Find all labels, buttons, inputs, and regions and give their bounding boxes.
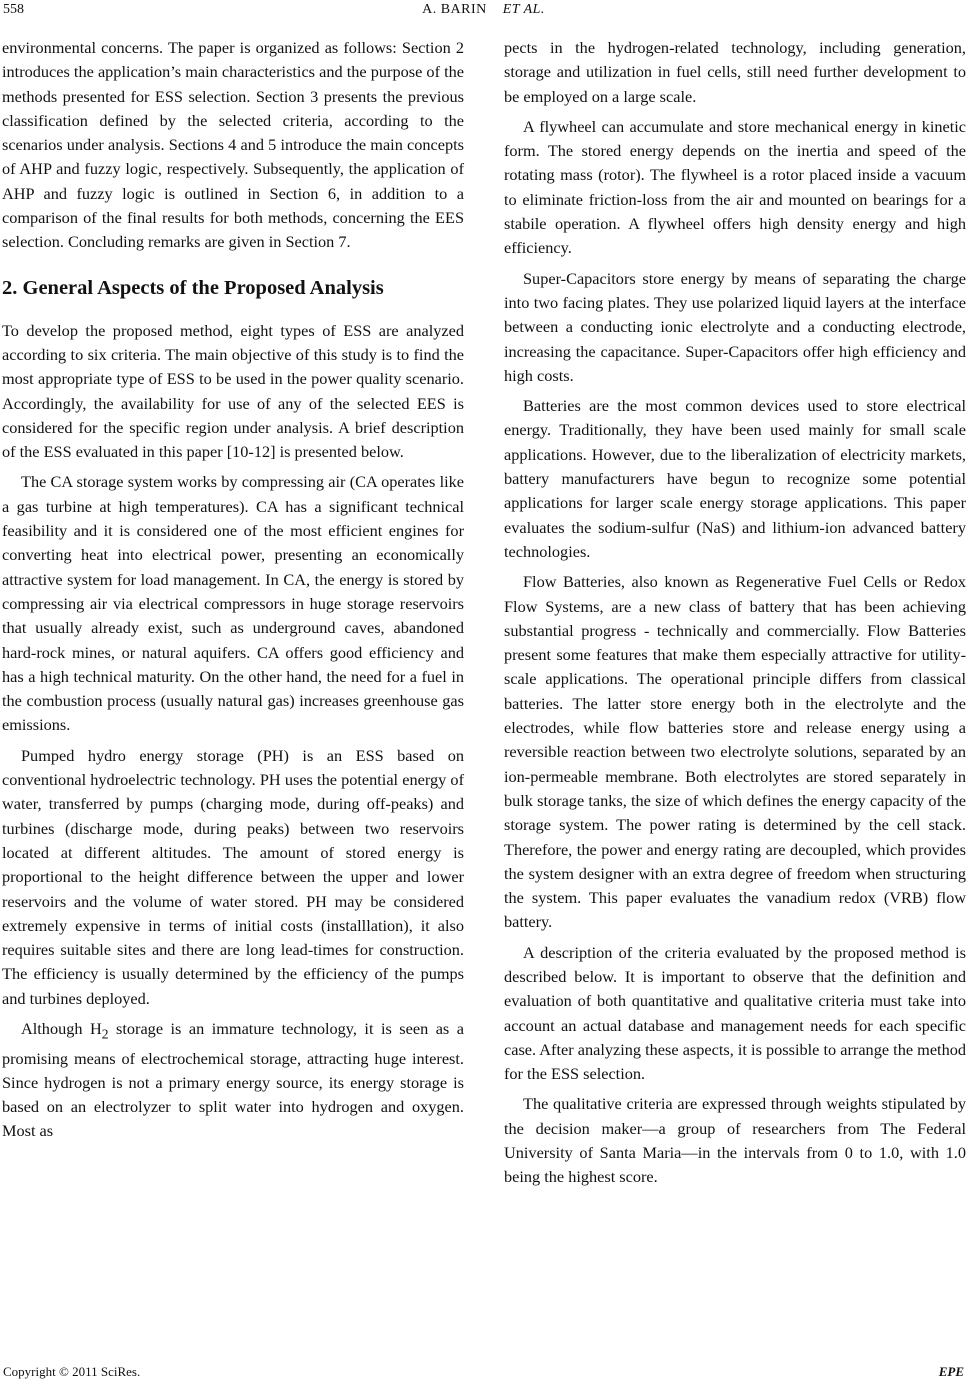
paragraph-ca-storage: The CA storage system works by compressing air (CA operates like a gas turbine at high temperatures). CA has a significant technical feasibility and it is considered one of the most efficient engines for converting heat into electrical power, presenting an economically attractive system for load management. In CA, the energy is stored by compressing air via electrical compressors in huge storage reservoirs that usually already exist, such as underground caves, abandoned hard-rock mines, or natural aquifers. CA offers good efficiency and has a high technical maturity. On the other hand, the need for a fuel in the combustion process (usually natural gas) increases greenhouse gas emissions.	[2, 472, 464, 735]
paragraph-ess-overview: To develop the proposed method, eight types of ESS are analyzed according to six criteria. The main objective of this study is to find the most appropriate type of ESS to be used in the power quality scenario. Accordingly, the availability for use of any of the selected EES is considered for the specific region under analysis. A brief description of the ESS evaluated in this paper [10-12] is presented below.	[2, 320, 464, 462]
hydrogen-text-a: Although H	[21, 1018, 102, 1038]
paragraph-pumped-hydro: Pumped hydro energy storage (PH) is an ESS based on conventional hydroelectric technology. PH uses the potential energy of water, transferred by pumps (charging mode, during off-peaks) and turbines (discharge mode, during peaks) between two reservoirs located at different altitudes. The amount of stored energy is proportional to the height difference between the upper and lower reservoirs and the volume of water stored. PH may be considered extremely expensive in terms of initial costs (installlation), it also requires suitable sites and there are long lead-times for construction. The efficiency is usually determined by the efficiency of the pumps and turbines deployed.	[2, 745, 464, 1008]
paragraph-batteries: Batteries are the most common devices used to store electrical energy. Traditionally, they have been used mainly for small scale applications. However, due to the liberalization of electricity markets, battery manufacturers have begun to recognize some potential applications for larger scale energy storage applications. This paper evaluates the sodium-sulfur (NaS) and lithium-ion advanced battery technologies.	[504, 396, 966, 561]
paragraph-flywheel: A flywheel can accumulate and store mechanical energy in kinetic form. The stored energy depends on the inertia and speed of the rotating mass (rotor). The flywheel is a rotor placed inside a vacuum to eliminate friction-loss from the air and mounted on bearings for a stabile operation. A flywheel offers high density energy and high efficiency.	[504, 116, 966, 258]
et-al: ET AL.	[502, 2, 545, 17]
paragraph-qualitative: The qualitative criteria are expressed through weights stipulated by the decision maker—a group of researchers from The Federal University of Santa Maria—in the intervals from 0 to 1.0, with 1.0 being the highest score.	[504, 1094, 966, 1187]
author-name: A. BARIN	[422, 2, 487, 17]
hydrogen-text-b: storage is an immature technology, it is seen as a promising means of electrochemical storage, attracting huge interest. Since hydrogen is not a primary energy source, its energy storage is based on an electrolyzer to split water into hydrogen and oxygen. Most as	[2, 1018, 464, 1141]
paragraph-hydrogen	[2, 1017, 464, 1144]
left-column	[2, 36, 464, 1150]
paragraph-flow-batteries: Flow Batteries, also known as Regenerative Fuel Cells or Redox Flow Systems, are a new class of battery that has been achieving substantial progress - technically and commercially. Flow Batteries present some features that make them especially attractive for utility-scale applications. The operational principle differs from classical batteries. The latter store energy both in the electrolyte and the electrodes, while flow batteries store and release energy using a reversible reaction between two electrolyte solutions, separated by an ion-permeable membrane. Both electrolytes are stored separately in bulk storage tanks, the size of which defines the energy capacity of the storage system. The power rating is determined by the cell stack. Therefore, the power and energy rating are decoupled, which provides the system designer with an extra degree of freedom when structuring the system. This paper evaluates the vanadium redox (VRB) flow battery.	[504, 572, 966, 932]
running-head	[0, 2, 967, 18]
page-header	[0, 0, 967, 30]
right-column	[504, 36, 966, 1196]
page-number: 558	[3, 2, 24, 17]
paragraph-criteria: A description of the criteria evaluated by the proposed method is described below. It is important to observe that the definition and evaluation of both quantitative and qualitative criteria must take into account an actual database and management needs for each specific case. After analyzing these aspects, it is possible to arrange the method for the ESS selection.	[504, 942, 966, 1084]
hydrogen-subscript: 2	[101, 1026, 109, 1042]
paragraph-hydrogen-cont: pects in the hydrogen-related technology, including generation, storage and utilization in fuel cells, still need further development to be employed on a large scale.	[504, 38, 966, 106]
copyright: Copyright © 2011 SciRes.	[3, 1364, 141, 1379]
journal-abbrev: EPE	[938, 1364, 964, 1379]
paragraph-supercapacitors: Super-Capacitors store energy by means of separating the charge into two facing plates. They use polarized liquid layers at the interface between a conducting ionic electrolyte and a conducting electrode, increasing the capacitance. Super-Capacitors offer high efficiency and high costs.	[504, 268, 966, 385]
paragraph-intro-end: environmental concerns. The paper is organized as follows: Section 2 introduces the application’s main characteristics and the purpose of the methods presented for ESS selection. Section 3 presents the previous classification defined by the selected criteria, according to the scenarios under analysis. Sections 4 and 5 introduce the main concepts of AHP and fuzzy logic, respectively. Subsequently, the application of AHP and fuzzy logic is outlined in Section 6, in addition to a comparison of the final results for both methods, concerning the EES selection. Concluding remarks are given in Section 7.	[2, 38, 464, 252]
page-footer	[0, 1356, 967, 1382]
section-heading: 2. General Aspects of the Proposed Analysis	[2, 276, 384, 299]
